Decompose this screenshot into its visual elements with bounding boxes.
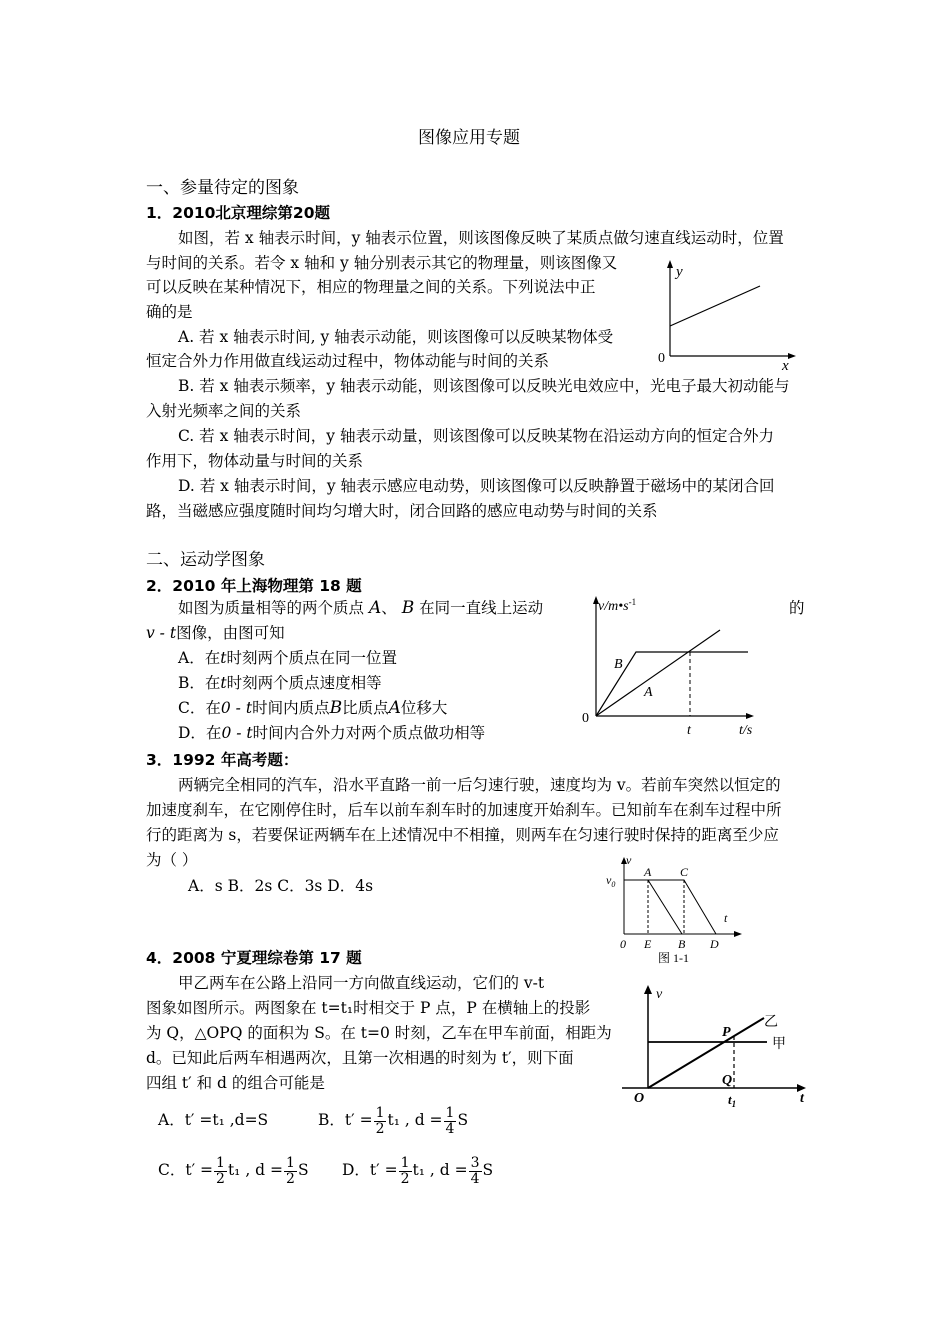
q2-option-a: A．在t时刻两个质点在同一位置 (178, 649, 397, 667)
question-2-label: 2．2010 年上海物理第 18 题 (146, 577, 362, 595)
q1-option-a-cont: 恒定合外力作用做直线运动过程中，物体动能与时间的关系 (146, 352, 550, 370)
q2-option-b: B．在t时刻两个质点速度相等 (178, 674, 382, 692)
section-2-heading: 二、运动学图象 (146, 550, 265, 570)
rear-car-line (624, 880, 716, 934)
q4-line: 甲乙两车在公路上沿同一方向做直线运动，它们的 v-t (178, 974, 545, 992)
fraction: $\frac{1}{2}$ (216, 1154, 225, 1187)
point-a-label: A (368, 598, 382, 618)
x-axis-label: t/s (739, 723, 753, 738)
q3-line: 加速度刹车，在它刚停住时，后车以前车刹车时的加速度开始刹车。已知前车在刹车过程中所 (146, 801, 782, 819)
v-label: v (626, 853, 632, 867)
q3-line: 为（ ） (146, 851, 198, 869)
line-a (596, 630, 720, 716)
graph-line (670, 286, 760, 326)
q4-line: 四组 t′ 和 d 的组合可能是 (146, 1074, 325, 1092)
point-a-label: A (644, 865, 652, 879)
curve-a-label: A (644, 685, 653, 700)
origin-label: 0 (658, 351, 665, 366)
q1-option-b: B. 若 x 轴表示频率，y 轴表示动能，则该图像可以反映光电效应中，光电子最大初动能与 (178, 377, 790, 395)
figure-caption: 图 1-1 (658, 951, 689, 965)
v-label: v (656, 987, 663, 1002)
q3-vt-graph (600, 852, 750, 967)
x-axis-arrow (746, 713, 754, 719)
t1-label: $t_1$ (728, 1092, 737, 1109)
t-label: t (724, 911, 728, 925)
vt-label: v - t (146, 624, 177, 642)
x-axis-arrow (788, 353, 796, 359)
q1-line: 与时间的关系。若令 x 轴和 y 轴分别表示其它的物理量，则该图像又 (146, 254, 618, 272)
yi-line (648, 1018, 764, 1088)
q1-option-d-cont: 路，当磁感应强度随时间均匀增大时，闭合回路的感应电动势与时间的关系 (146, 502, 658, 520)
q3-line: 两辆完全相同的汽车，沿水平直路一前一后匀速行驶，速度均为 v。若前车突然以恒定的 (178, 776, 781, 794)
fraction: $\frac{1}{2}$ (286, 1154, 295, 1187)
fraction: $\frac{3}{4}$ (470, 1154, 480, 1187)
point-p-label: P (722, 1025, 731, 1040)
q1-line: 如图，若 x 轴表示时间，y 轴表示位置，则该图像反映了某质点做匀速直线运动时，位置 (178, 229, 784, 247)
section-1-heading: 一、参量待定的图象 (146, 178, 299, 198)
y-axis-label: y (676, 264, 683, 280)
q2-vt-graph (578, 592, 778, 742)
q4-option-b: B．t′ = $\frac{1}{2}$ t₁ , d = $\frac{1}{4}$ S (318, 1104, 469, 1137)
question-1-label: 1．2010北京理综第20题 (146, 204, 330, 222)
q2-line-2: v - t图像，由图可知 (146, 624, 285, 642)
q4-line: 图象如图所示。两图象在 t=t₁时相交于 P 点，P 在横轴上的投影 (146, 999, 591, 1017)
front-car-line (624, 880, 682, 934)
q3-options: A．s B．2s C．3s D．4s (188, 877, 374, 895)
t-label: t (687, 723, 691, 738)
origin-label: 0 (620, 937, 626, 951)
fraction: $\frac{1}{4}$ (445, 1104, 455, 1137)
t-axis-label: t (800, 1091, 804, 1106)
q3-line: 行的距离为 s，若要保证两辆车在上述情况中不相撞，则两车在匀速行驶时保持的距离至少应 (146, 826, 779, 844)
x-axis-arrow (734, 931, 742, 937)
point-q-label: Q (722, 1073, 733, 1088)
q1-line: 确的是 (146, 303, 193, 321)
q1-option-c-cont: 作用下，物体动量与时间的关系 (146, 452, 364, 470)
q2-line-1: 如图为质量相等的两个质点 A、 B 在同一直线上运动 (178, 598, 544, 618)
q4-option-c: C．t′ = $\frac{1}{2}$ t₁ , d = $\frac{1}{2}$ S (158, 1154, 309, 1187)
v0-label: $v_0$ (606, 873, 616, 889)
question-4-label: 4．2008 宁夏理综卷第 17 题 (146, 949, 362, 967)
point-d-label: D (710, 937, 719, 951)
q1-option-a: A. 若 x 轴表示时间, y 轴表示动能，则该图像可以反映某物体受 (178, 328, 614, 346)
point-b-label: B (401, 598, 415, 618)
q4-option-d: D．t′ = $\frac{1}{2}$ t₁ , d = $\frac{3}{4}$ S (342, 1154, 494, 1187)
q4-line: 为 Q，△OPQ 的面积为 S。在 t=0 时刻，乙车在甲车前面，相距为 (146, 1024, 612, 1042)
q1-line-graph (650, 258, 800, 376)
y-axis-arrow (644, 985, 652, 994)
point-e-label: E (644, 937, 652, 951)
curve-b-label: B (614, 657, 623, 672)
q4-option-a: A．t′ =t₁ ,d=S (158, 1111, 269, 1129)
point-c-label: C (680, 865, 689, 879)
page-title: 图像应用专题 (418, 128, 520, 148)
origin-label: 0 (582, 711, 589, 726)
yi-label: 乙 (764, 1015, 778, 1030)
question-3-label: 3．1992 年高考题： (146, 751, 299, 769)
q1-option-c: C. 若 x 轴表示时间，y 轴表示动量，则该图像可以反映某物在沿运动方向的恒定合外力 (178, 427, 774, 445)
y-axis-arrow (667, 260, 673, 268)
y-axis-label: $v/m•s^{-1}$ (598, 597, 637, 614)
q2-option-c: C．在0 - t时间内质点B比质点A位移大 (178, 698, 448, 718)
x-axis-label: x (782, 358, 789, 374)
q4-vt-graph (612, 980, 822, 1110)
fraction: $\frac{1}{2}$ (375, 1104, 385, 1137)
q4-line: d。已知此后两车相遇两次，且第一次相遇的时刻为 t′，则下面 (146, 1049, 574, 1067)
jia-label: 甲 (772, 1037, 786, 1052)
q1-option-d: D. 若 x 轴表示时间，y 轴表示感应电动势，则该图像可以反映静置于磁场中的某闭合回 (178, 477, 775, 495)
origin-label: O (634, 1091, 645, 1106)
q2-line-1-end: 的 (789, 599, 805, 617)
q1-option-b-cont: 入射光频率之间的关系 (146, 402, 302, 420)
q2-option-d: D．在0 - t时间内合外力对两个质点做功相等 (178, 724, 486, 742)
fraction: $\frac{1}{2}$ (400, 1154, 410, 1187)
q1-line: 可以反映在某种情况下，相应的物理量之间的关系。下列说法中正 (146, 278, 596, 296)
point-b-label: B (678, 937, 686, 951)
